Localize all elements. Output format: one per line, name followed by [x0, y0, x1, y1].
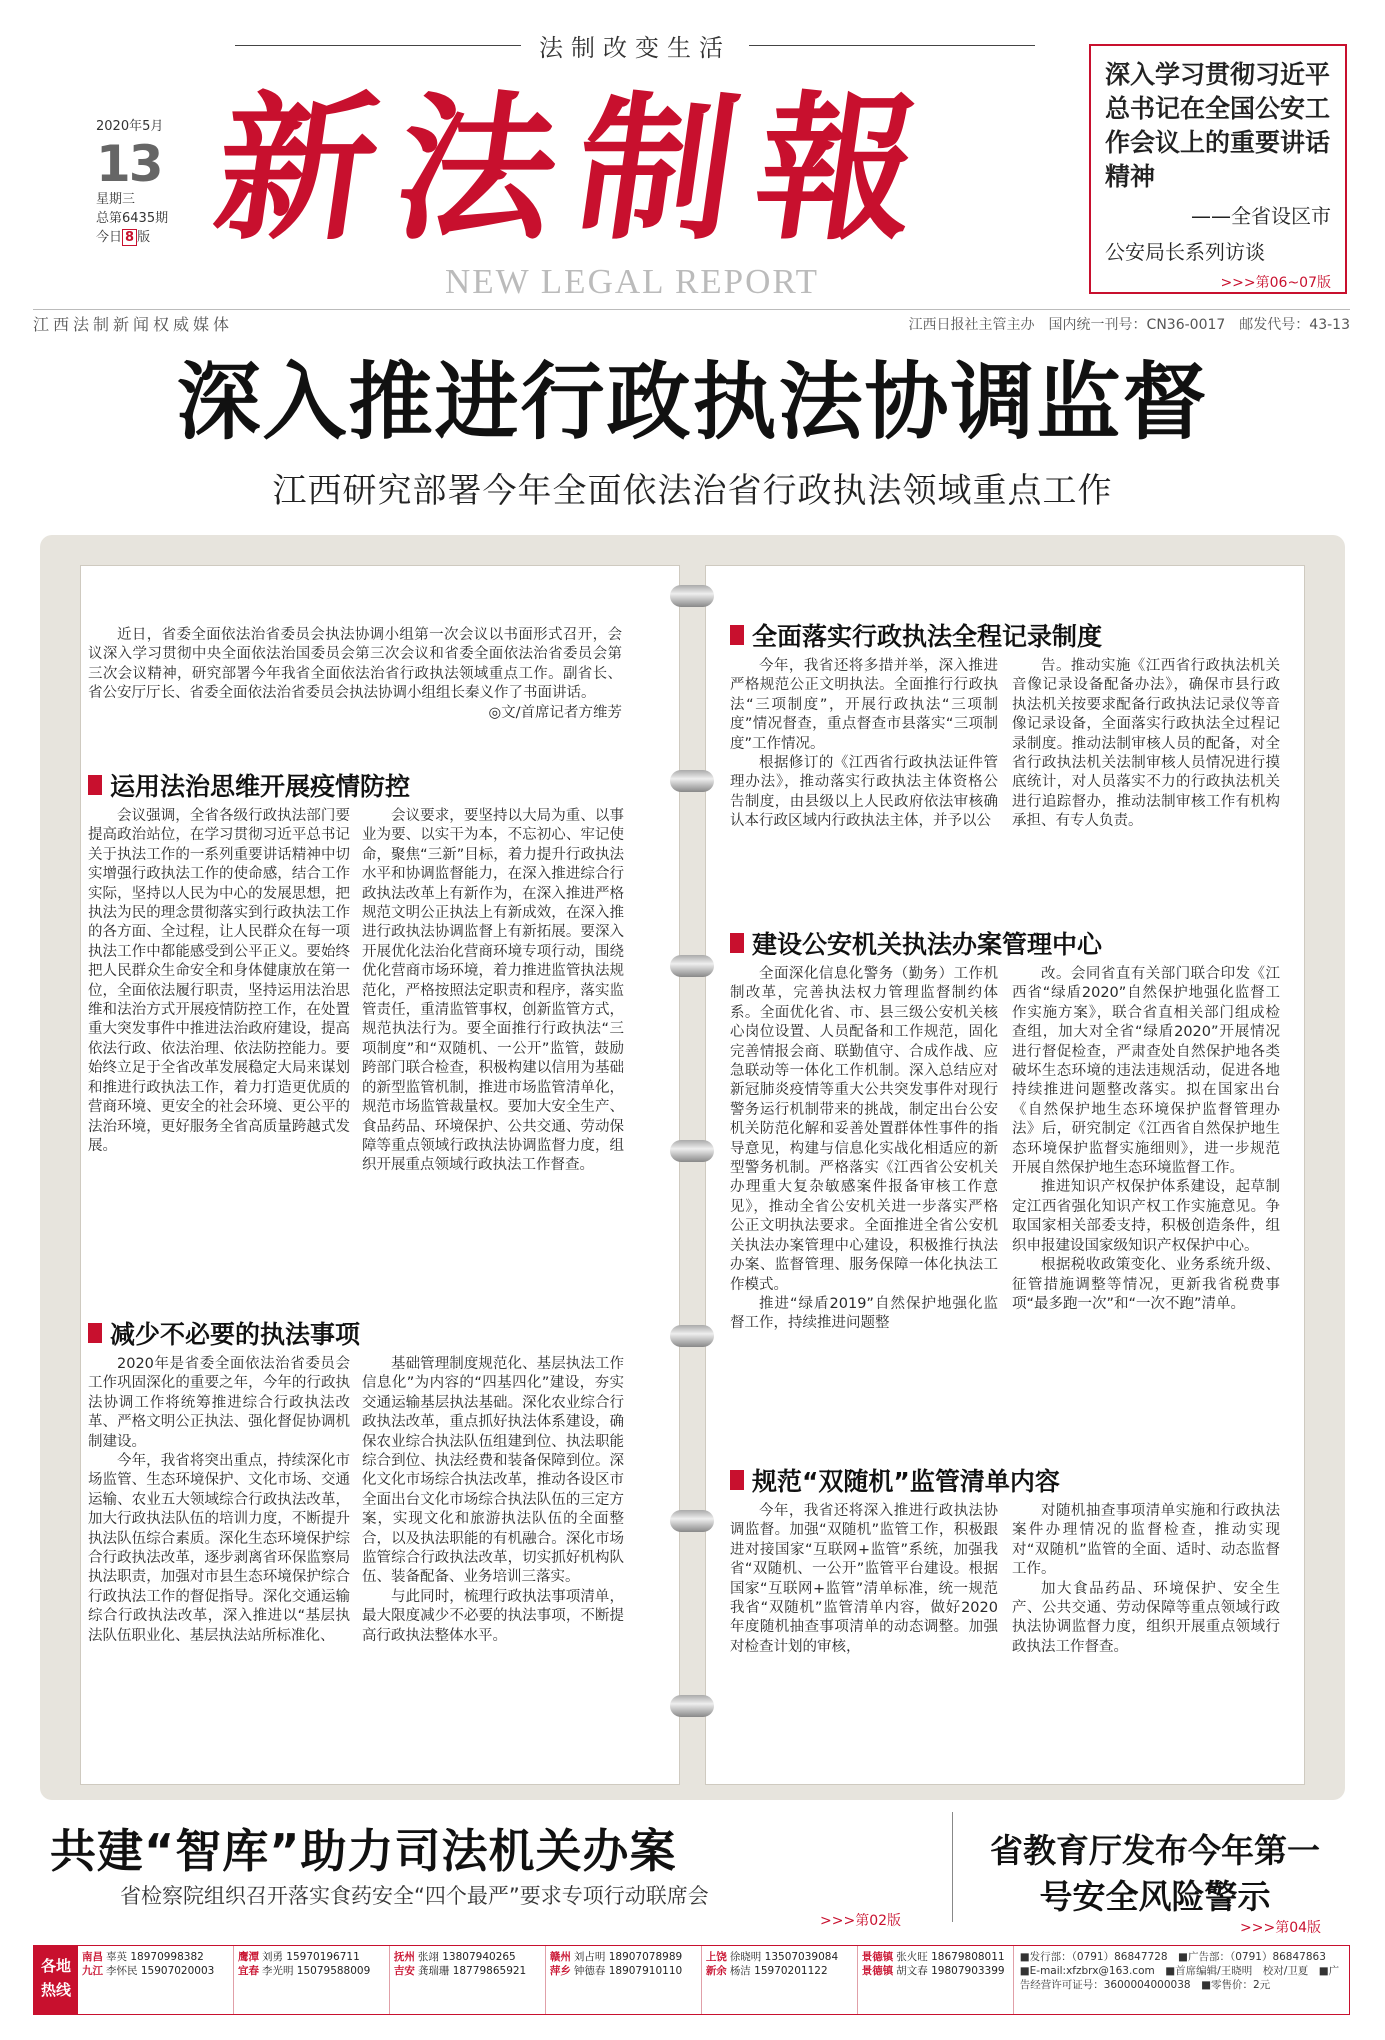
hotline-contact: 赣州 刘占明 18907078989	[549, 1951, 683, 1963]
promo-box[interactable]	[1089, 44, 1347, 294]
section-heading: 全面落实行政执法全程记录制度	[730, 617, 1102, 653]
divider	[952, 1812, 953, 1922]
article-column: 对随机抽查事项清单实施和行政执法案件办理情况的监督检查，推动实现对“双随机”监管的全面、适时、动态监督工作。 加大食品药品、环境保护、安全生产、公共交通、劳动保障等重点领域行政执法协调监督力度，组织开展重点领域行政执法工作督查。	[1012, 1503, 1280, 1655]
issue-number: 总第6435期	[96, 210, 169, 226]
story1-page-link[interactable]: >>>第02版	[820, 1913, 902, 1929]
issue-date	[96, 118, 168, 247]
lead-intro: 近日，省委全面依法治省委员会执法协调小组第一次会议以书面形式召开，会议深入学习贯彻中央全面依法治国委员会第三次会议和省委全面依法治省委员会第三次会议精神，研究部署今年我省全面依法治省行政执法领域重点工作。副省长、省公安厅厅长、省委全面依法治省委员会执法协调小组组长秦义作了书面讲话。 ◎文/首席记者方维芳	[88, 626, 622, 723]
article-column: 基础管理制度规范化、基层执法工作信息化”为内容的“四基四化”建设，夯实交通运输基层执法基础。深化农业综合行政执法改革，重点抓好执法体系建设，确保农业综合执法队伍组建到位、执法职能综合到位、执法经费和装备保障到位。深化文化市场综合执法改革，推动各设区市全面出台文化市场综合执法队伍的三定方案，实现文化和旅游执法队伍的全面整合，以及执法职能的有机融合。深化市场监管综合行政执法改革，切实抓好机构队伍、装备配备、业务培训三落实。 与此同时，梳理行政执法事项清单，最大限度减少不必要的执法事项，不断提高行政执法整体水平。	[362, 1356, 624, 1644]
hotline-tag: 各地热线	[34, 1946, 78, 2014]
article-column: 改。会同省直有关部门联合印发《江西省“绿盾2020”自然保护地强化监督工作实施方案》，联合省直相关部门组成检查组，加大对全省“绿盾2020”开展情况进行督促检查，严肃查处自然保护地各类破坏生态环境的违法违规活动，促进各地持续推进问题整改落实。拟在国家出台《自然保护地生态环境保护监督管理办法》后，研究制定《江西省自然保护地生态环境保护监督实施细则》，进一步规范开展自然保护地生态环境监督工作。 推进知识产权保护体系建设，起草制定江西省强化知识产权工作实施意见。争取国家相关部委支持，积极创造条件，组织申报建设国家级知识产权保护中心。 根据税收政策变化、业务系统升级、征管措施调整等情况，更新我省税费事项“最多跑一次”和“一次不跑”清单。	[1012, 966, 1280, 1312]
masthead-english: NEW LEGAL REPORT	[445, 262, 820, 301]
masthead-logo: 新法制報	[205, 77, 952, 262]
article-column: 告。推动实施《江西省行政执法机关音像记录设备配备办法》，确保市县行政执法机关按要求配备行政执法记录仪等音像记录设备，全面落实行政执法全过程记录制度。推动法制审核人员的配备，对全省行政执法机关法制审核人员情况进行摸底统计，对人员落实不力的行政执法机关进行追踪督办，推动法制审核工作有机构承担、有专人负责。	[1012, 658, 1280, 830]
section-marker-icon	[730, 933, 744, 953]
promo-title: 深入学习贯彻习近平总书记在全国公安工作会议上的重要讲话精神	[1105, 60, 1331, 191]
hotline-contact: 鹰潭 刘勇 15970196711	[237, 1951, 360, 1963]
binder-ring	[670, 770, 714, 792]
publisher-info: 江西日报社主管主办 国内统一刊号：CN36-0017 邮发代号：43-13	[908, 316, 1350, 333]
date-year-month: 2020年5月	[96, 119, 164, 134]
binder-ring	[670, 1510, 714, 1532]
hotline-footer	[33, 1945, 1350, 2015]
weekday: 星期三	[96, 191, 136, 207]
section-marker-icon	[730, 1470, 744, 1490]
article-book-frame	[40, 535, 1345, 1800]
article-column: 会议要求，要坚持以大局为重、以事业为要、以实干为本，不忘初心、牢记使命，聚焦“三新”目标，着力提升行政执法水平和协调监督能力，在深入推进综合行政执法改革上有新作为，在深入推进严格规范文明公正执法上有新成效，在深入推进行政执法协调监督上有新拓展。要深入开展优化法治化营商环境专项行动，围绕优化营商市场环境，着力推进监管执法规范化，严格按照法定职责和程序，落实监管责任，重清监管事权，创新监管方式，规范执法行为。要全面推行行政执法“三项制度”和“双随机、一公开”监管，鼓励跨部门联合检查，积极构建以信用为基础的新型监管机制，推进市场监管清单化，规范市场监管裁量权。要加大安全生产、食品药品、环境保护、公共交通、劳动保障等重点领域行政执法协调监督力度，组织开展重点领域行政执法工作督查。	[362, 808, 624, 1174]
hotline-group	[234, 1946, 390, 2014]
binder-ring	[670, 955, 714, 977]
hotline-group	[546, 1946, 702, 2014]
section-marker-icon	[730, 625, 744, 645]
binder-ring	[670, 1325, 714, 1347]
section-heading: 减少不必要的执法事项	[88, 1315, 360, 1351]
story2-headline[interactable]: 省教育厅发布今年第一号安全风险警示	[990, 1831, 1320, 1916]
page-count: 今日 8 版	[96, 229, 151, 245]
hotline-contact: 吉安 龚瑞珊 18779865921	[393, 1965, 527, 1977]
slogan: 法制改变生活	[235, 30, 1035, 60]
lead-headline: 深入推进行政执法协调监督	[176, 353, 1209, 451]
promo-subtitle-a: ——全省设区市	[1191, 204, 1331, 228]
story1-subhead: 省检察院组织召开落实食药安全“四个最严”要求专项行动联席会	[120, 1884, 709, 1908]
hotline-contact: 上饶 徐晓明 13507039084	[705, 1951, 839, 1963]
section-marker-icon	[88, 775, 102, 795]
hotline-group	[390, 1946, 546, 2014]
story1-headline[interactable]: 共建“智库”助力司法机关办案	[50, 1824, 677, 1878]
promo-page-link[interactable]: >>>第06~07版	[1220, 275, 1331, 291]
contact-info: ■发行部：（0791）86847728 ■广告部：（0791）86847863 ■E-mail:xfzbrx@163.com ■首席编辑/王晓明 校对/卫夏 ■广告经营许可证号：3600004000038 ■零售价：2元	[1019, 1951, 1340, 1991]
article-column: 会议强调，全省各级行政执法部门要提高政治站位，在学习贯彻习近平总书记关于执法工作的一系列重要讲话精神中切实增强行政执法工作的使命感，结合工作实际，坚持以人民为中心的发展思想，把执法为民的理念贯彻落实到行政执法工作的各方面、全过程，让人民群众在每一项执法工作中都能感受到公平正义。要始终把人民群众生命安全和身体健康放在第一位，全面依法履行职责，坚持运用法治思维和法治方式开展疫情防控工作，在处置重大突发事件中推进法治政府建设，提高依法行政、依法治理、依法防控能力。要始终立足于全省改革发展稳定大局来谋划和推进行政执法工作，着力打造更优质的营商环境、更安全的社会环境、更公平的法治环境，更好服务全省高质量跨越式发展。	[88, 808, 350, 1154]
hotline-group	[858, 1946, 1014, 2014]
hotline-contact: 景德镇 张火旺 18679808011	[861, 1951, 1005, 1963]
article-column: 2020年是省委全面依法治省委员会工作巩固深化的重要之年，今年的行政执法协调工作将统筹推进综合行政执法改革、严格文明公正执法、强化督促协调机制建设。 今年，我省将突出重点，持续深化市场监管、生态环境保护、文化市场、交通运输、农业五大领域综合行政执法改革，加大行政执法队伍的培训力度，不断提升执法队伍综合素质。深化生态环境保护综合行政执法改革，逐步剥离省环保监察局执法职责，加强对市县生态环境保护综合行政执法工作的督促指导。深化交通运输综合行政执法改革，深入推进以“基层执法队伍职业化、基层执法站所标准化、	[88, 1356, 350, 1644]
article-column: 今年，我省还将多措并举，深入推进严格规范公正文明执法。全面推行行政执法“三项制度”，开展行政执法“三项制度”情况督查，重点督查市县落实“三项制度”工作情况。 根据修订的《江西省行政执法证件管理办法》，推动落实行政执法主体资格公告制度，由县级以上人民政府依法审核确认本行政区域内行政执法主体，并予以公	[730, 658, 998, 830]
tagline: 江西法制新闻权威媒体	[33, 315, 234, 334]
hotline-contact: 景德镇 胡文春 19807903399	[861, 1965, 1005, 1977]
section-heading: 规范“双随机”监管清单内容	[730, 1462, 1060, 1498]
info-bar	[33, 309, 1350, 335]
section-heading: 建设公安机关执法办案管理中心	[730, 925, 1102, 961]
date-day: 13	[96, 134, 162, 193]
binder-ring	[670, 1695, 714, 1717]
section-heading: 运用法治思维开展疫情防控	[88, 767, 410, 803]
promo-subtitle-b: 公安局长系列访谈	[1105, 240, 1265, 264]
hotline-contact: 南昌 辜英 18970998382	[82, 1951, 204, 1963]
section-marker-icon	[88, 1323, 102, 1343]
hotline-group	[78, 1946, 234, 2014]
binder-ring	[670, 1140, 714, 1162]
hotline-contact: 萍乡 钟德春 18907910110	[549, 1965, 683, 1977]
hotline-contact: 九江 李怀民 15907020003	[82, 1965, 215, 1977]
binder-ring	[670, 585, 714, 607]
hotline-contact: 新余 杨洁 15970201122	[705, 1965, 828, 1977]
article-column: 今年，我省还将深入推进行政执法协调监督。加强“双随机”监管工作，积极跟进对接国家“互联网+监管”系统，加强我省“双随机、一公开”监管平台建设。根据国家“互联网+监管”清单标准，统一规范我省“双随机”监管清单内容，做好2020年度随机抽查事项清单的动态调整。加强对检查计划的审核，	[730, 1503, 998, 1655]
lead-subhead: 江西研究部署今年全面依法治省行政执法领域重点工作	[272, 471, 1113, 511]
byline: ◎文/首席记者方维芳	[488, 704, 622, 721]
story2-page-link[interactable]: >>>第04版	[1240, 1920, 1322, 1936]
hotline-group	[702, 1946, 858, 2014]
hotline-contact: 抚州 张翊 13807940265	[393, 1951, 516, 1963]
article-column: 全面深化信息化警务（勤务）工作机制改革，完善执法权力管理监督制约体系。全面优化省、市、县三级公安机关核心岗位设置、人员配备和工作规范，固化完善情报会商、联勤值守、合成作战、应急联动等一体化工作机制。深入总结应对新冠肺炎疫情等重大公共突发事件对现行警务运行机制带来的挑战，制定出台公安机关防范化解和妥善处置群体性事件的指导意见，构建与信息化实战化相适应的新型警务机制。严格落实《江西省公安机关办理重大复杂敏感案件报备审核工作意见》，推动全省公安机关进一步落实严格公正文明执法要求。全面推进全省公安机关执法办案管理中心建设，积极推行执法办案、监督管理、服务保障一体化执法工作模式。 推进“绿盾2019”自然保护地强化监督工作，持续推进问题整	[730, 966, 998, 1332]
hotline-contact: 宜春 李光明 15079588009	[237, 1965, 371, 1977]
